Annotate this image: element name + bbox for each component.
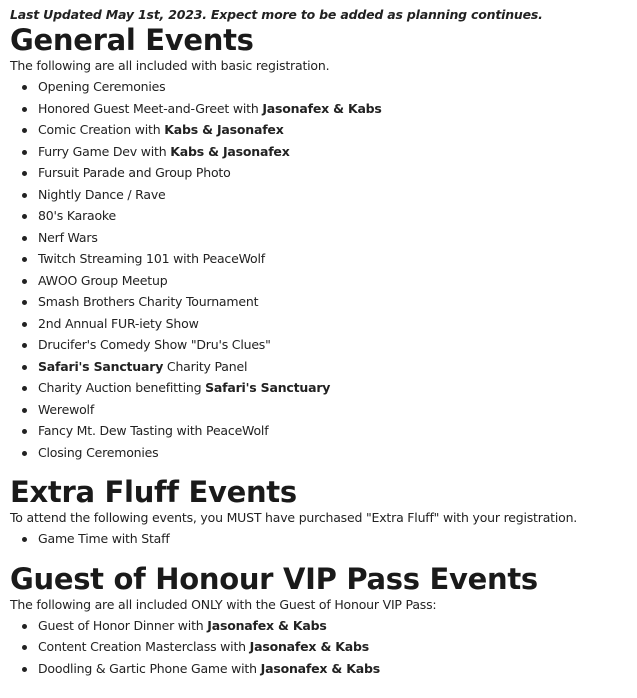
event-title: Honored Guest Meet-and-Greet with xyxy=(38,100,263,116)
event-list-item xyxy=(38,270,637,292)
event-list xyxy=(10,528,637,550)
event-list-item xyxy=(38,356,637,378)
event-list-item xyxy=(38,141,637,163)
event-list-item xyxy=(38,119,637,141)
event-list-item xyxy=(38,291,637,313)
event-title: Content Creation Masterclass with xyxy=(38,639,250,654)
event-title: Smash Brothers Charity Tournament xyxy=(38,294,259,309)
event-list-item xyxy=(38,205,637,227)
event-list-item xyxy=(38,76,637,98)
event-host-name: Safari's Sanctuary xyxy=(38,358,164,374)
event-list-item xyxy=(38,420,637,442)
event-title: Drucifer's Comedy Show "Dru's Clues" xyxy=(38,337,271,352)
event-host-name: Safari's Sanctuary xyxy=(205,380,331,395)
section-heading: Extra Fluff Events xyxy=(10,475,297,509)
event-list-item xyxy=(38,184,637,206)
event-title: Game Time with Staff xyxy=(38,531,170,546)
event-list-item xyxy=(38,313,637,335)
event-title: Charity Panel xyxy=(163,358,248,374)
event-title: Opening Ceremonies xyxy=(38,79,166,94)
event-section xyxy=(10,561,637,680)
event-list-item xyxy=(38,636,637,658)
section-intro: The following are all included ONLY with the Guest of Honour VIP Pass: xyxy=(10,596,437,612)
event-title: 2nd Annual FUR-iety Show xyxy=(38,315,199,331)
event-list-item xyxy=(38,334,637,356)
event-title: Guest of Honor Dinner with xyxy=(38,617,208,633)
event-list-item xyxy=(38,658,637,680)
event-title: Nightly Dance / Rave xyxy=(38,186,166,202)
event-list-item xyxy=(38,162,637,184)
event-list-item xyxy=(38,399,637,421)
event-title: Fancy Mt. Dew Tasting with PeaceWolf xyxy=(38,423,269,438)
event-section xyxy=(10,25,637,463)
event-title: Werewolf xyxy=(38,401,95,417)
event-list-item xyxy=(38,377,637,399)
event-section xyxy=(10,477,637,550)
event-list-item xyxy=(38,227,637,249)
event-host-name: Jasonafex & Kabs xyxy=(249,639,370,654)
event-list-item xyxy=(38,615,637,637)
event-title: Comic Creation with xyxy=(38,122,165,137)
event-title: Closing Ceremonies xyxy=(38,444,159,460)
event-title: Doodling & Gartic Phone Game with xyxy=(38,660,261,676)
section-heading: Guest of Honour VIP Pass Events xyxy=(10,561,538,596)
event-host-name: Kabs & Jasonafex xyxy=(170,143,290,159)
event-title: Fursuit Parade and Group Photo xyxy=(38,165,231,180)
section-intro: The following are all included with basic registration. xyxy=(10,58,330,73)
event-title: 80's Karaoke xyxy=(38,208,116,223)
event-list xyxy=(10,76,637,463)
event-host-name: Jasonafex & Kabs xyxy=(262,100,382,116)
event-title: Charity Auction benefitting xyxy=(38,380,206,395)
event-host-name: Jasonafex & Kabs xyxy=(260,660,380,676)
event-title: AWOO Group Meetup xyxy=(38,272,168,288)
event-list-item xyxy=(38,248,637,270)
event-list-item xyxy=(38,98,637,120)
event-list-item xyxy=(38,442,637,464)
event-title: Nerf Wars xyxy=(38,229,98,245)
section-intro: To attend the following events, you MUST have purchased "Extra Fluff" with your registration. xyxy=(10,510,578,525)
event-sections xyxy=(10,25,637,679)
event-title: Twitch Streaming 101 with PeaceWolf xyxy=(38,251,265,266)
event-title: Furry Game Dev with xyxy=(38,143,171,159)
event-host-name: Jasonafex & Kabs xyxy=(207,617,327,633)
event-list xyxy=(10,615,637,680)
event-host-name: Kabs & Jasonafex xyxy=(164,122,284,137)
last-updated-note: Last Updated May 1st, 2023. Expect more to be added as planning continues. xyxy=(10,7,543,22)
event-list-item xyxy=(38,528,637,550)
section-heading: General Events xyxy=(10,23,254,57)
